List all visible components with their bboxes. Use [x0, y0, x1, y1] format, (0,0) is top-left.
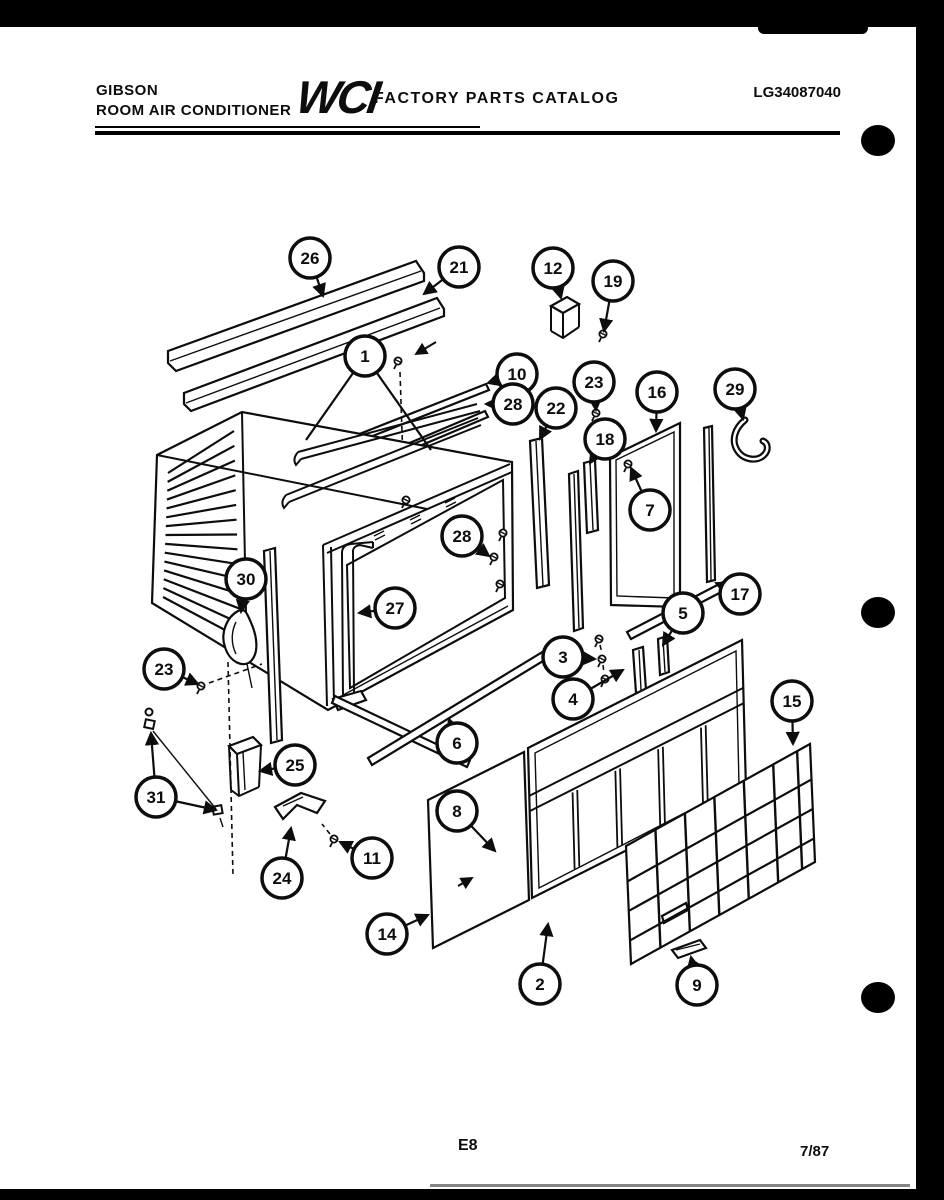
- callout-23: [144, 649, 198, 689]
- clip-24: [275, 793, 325, 819]
- svg-text:9: 9: [692, 976, 702, 996]
- scan-band-right: [916, 0, 944, 1200]
- callout-31: [136, 733, 216, 817]
- wci-logo: WCI: [293, 71, 382, 123]
- model-number: LG34087040: [753, 84, 841, 101]
- strip-17: [704, 426, 715, 582]
- svg-text:16: 16: [647, 383, 667, 403]
- svg-text:23: 23: [584, 373, 604, 393]
- callout-16: [637, 372, 677, 431]
- callout-24: [262, 828, 302, 898]
- callout-6: [437, 719, 477, 763]
- svg-text:27: 27: [385, 599, 405, 619]
- callout-14: [367, 914, 428, 954]
- svg-text:7: 7: [645, 501, 655, 521]
- svg-text:3: 3: [558, 648, 568, 668]
- hook-29: [734, 420, 767, 459]
- svg-text:2: 2: [535, 975, 545, 995]
- scan-band-top: [0, 0, 944, 27]
- brand-name: GIBSON: [96, 82, 159, 99]
- scan-shadow-bottom: [430, 1184, 910, 1187]
- strip-22: [530, 438, 549, 588]
- callout-15: [772, 681, 812, 744]
- callout-12: [533, 248, 573, 298]
- strip-mid: [569, 471, 583, 631]
- svg-text:31: 31: [146, 788, 166, 808]
- svg-text:29: 29: [725, 380, 745, 400]
- svg-text:15: 15: [782, 692, 802, 712]
- curtain-panel-14: [428, 752, 529, 948]
- svg-text:5: 5: [678, 604, 688, 624]
- screw-11-dash: [322, 824, 330, 834]
- svg-text:12: 12: [543, 259, 563, 279]
- callout-9: [677, 957, 717, 1005]
- svg-text:21: 21: [449, 258, 469, 278]
- svg-text:25: 25: [285, 756, 305, 776]
- binder-hole-mark: [861, 982, 895, 1013]
- svg-text:22: 22: [546, 399, 566, 419]
- binder-hole-mark: [861, 597, 895, 628]
- page-code: E8: [458, 1137, 478, 1154]
- callout-2: [520, 924, 560, 1004]
- svg-text:24: 24: [272, 869, 292, 889]
- product-line: ROOM AIR CONDITIONER: [96, 102, 292, 119]
- svg-text:4: 4: [568, 690, 578, 710]
- svg-text:26: 26: [300, 249, 320, 269]
- catalog-title: FACTORY PARTS CATALOG: [374, 90, 620, 107]
- callout-23: [574, 362, 614, 410]
- binder-hole-mark: [861, 125, 895, 156]
- svg-text:18: 18: [595, 430, 615, 450]
- clip-9: [672, 940, 706, 958]
- svg-text:19: 19: [603, 272, 623, 292]
- svg-text:14: 14: [377, 925, 397, 945]
- callout-22: [536, 388, 576, 439]
- bracket-12: [551, 297, 579, 338]
- svg-text:6: 6: [452, 734, 462, 754]
- callout-26: [290, 238, 330, 296]
- svg-text:23: 23: [154, 660, 174, 680]
- callout-17: [716, 574, 760, 614]
- bracket-25: [229, 737, 261, 796]
- callout-21: [424, 247, 479, 294]
- scan-band-bottom: [0, 1189, 944, 1200]
- callout-5: [663, 593, 703, 645]
- callout-25: [260, 745, 315, 785]
- svg-text:1: 1: [360, 347, 370, 367]
- date-code: 7/87: [800, 1143, 830, 1160]
- callout-3: [543, 637, 595, 677]
- callout-29: [715, 369, 755, 419]
- svg-text:17: 17: [730, 585, 750, 605]
- svg-text:8: 8: [452, 802, 462, 822]
- scan-band-top-bump: [758, 27, 868, 34]
- svg-text:28: 28: [452, 527, 472, 547]
- callout-19: [593, 261, 633, 331]
- svg-text:28: 28: [503, 395, 523, 415]
- svg-text:11: 11: [363, 849, 381, 869]
- callout-28: [486, 384, 533, 424]
- svg-text:30: 30: [236, 570, 256, 590]
- callout-11: [340, 838, 392, 878]
- svg-text:10: 10: [507, 365, 527, 385]
